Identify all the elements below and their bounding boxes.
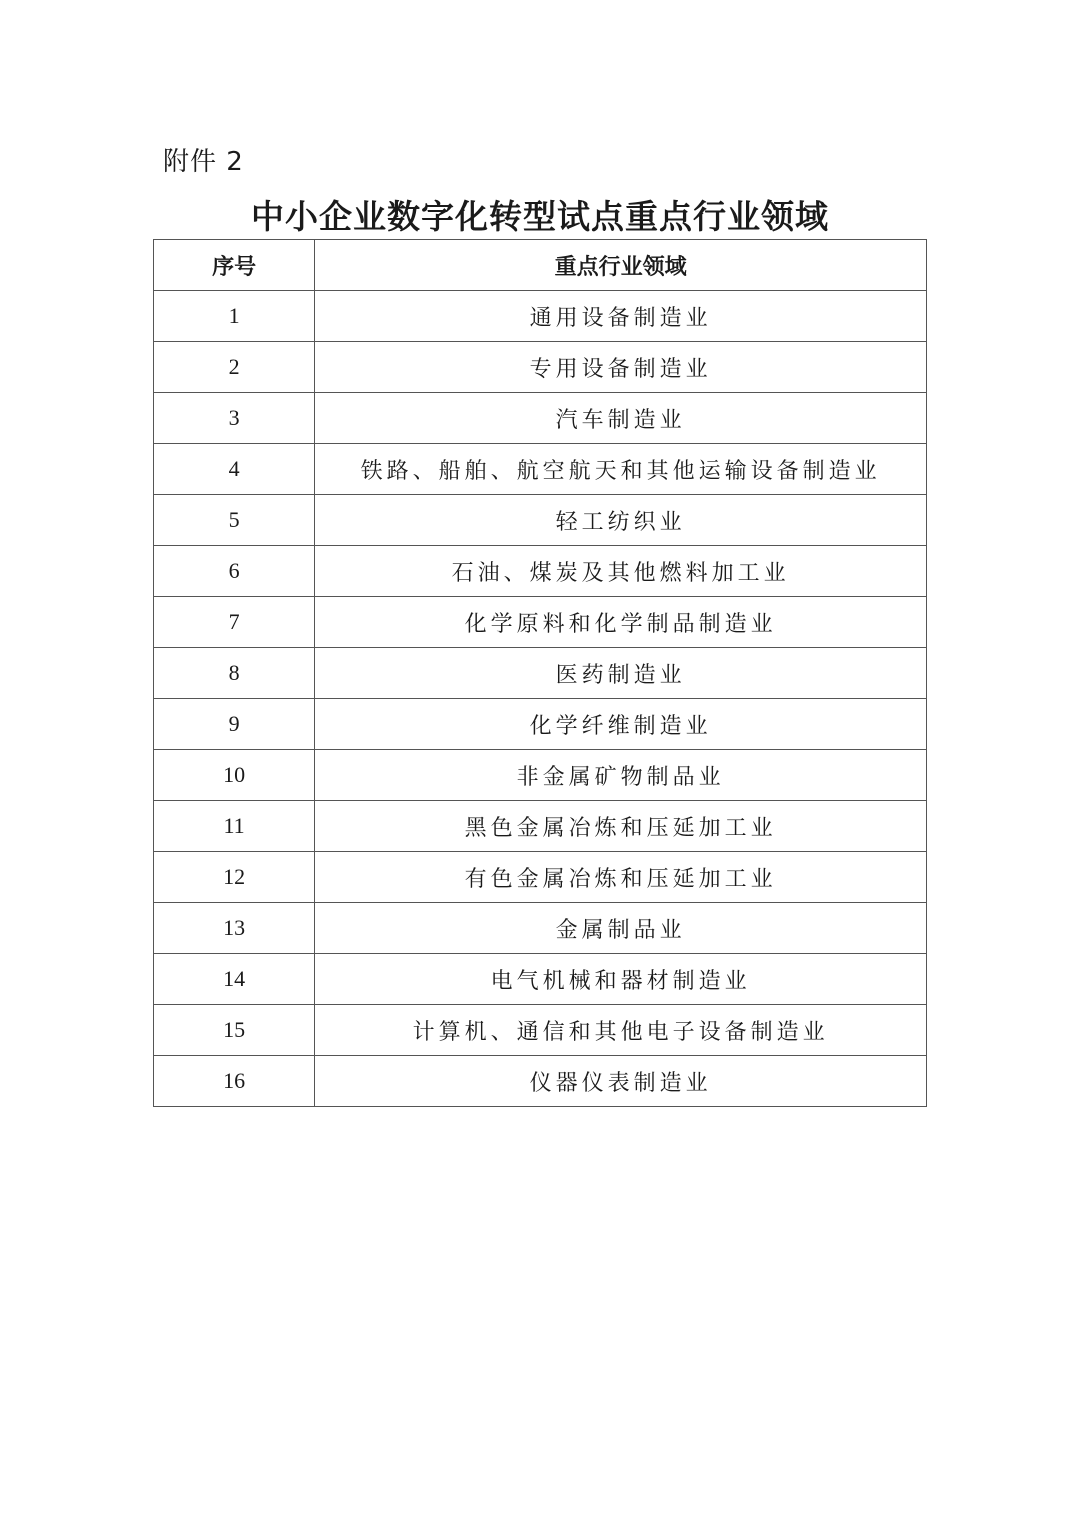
serial-number-cell: 8	[154, 648, 315, 699]
industry-field-cell: 非金属矿物制品业	[315, 750, 927, 801]
table-row	[154, 750, 927, 801]
serial-number-cell: 6	[154, 546, 315, 597]
industry-field-cell: 汽车制造业	[315, 393, 927, 444]
serial-number-cell: 15	[154, 1005, 315, 1056]
serial-number-cell: 2	[154, 342, 315, 393]
industry-field-cell: 黑色金属冶炼和压延加工业	[315, 801, 927, 852]
attachment-label: 附件 2	[163, 147, 244, 177]
table-row	[154, 903, 927, 954]
industry-field-cell: 化学原料和化学制品制造业	[315, 597, 927, 648]
serial-number-cell: 10	[154, 750, 315, 801]
table-header-row	[154, 240, 927, 291]
header-industry-field: 重点行业领域	[315, 240, 927, 291]
header-serial-number: 序号	[154, 240, 315, 291]
table-row	[154, 801, 927, 852]
table-row	[154, 546, 927, 597]
table-body	[154, 291, 927, 1107]
serial-number-cell: 1	[154, 291, 315, 342]
serial-number-cell: 3	[154, 393, 315, 444]
serial-number-cell: 5	[154, 495, 315, 546]
industry-field-cell: 通用设备制造业	[315, 291, 927, 342]
table-row	[154, 699, 927, 750]
industry-field-cell: 专用设备制造业	[315, 342, 927, 393]
industry-field-cell: 轻工纺织业	[315, 495, 927, 546]
serial-number-cell: 14	[154, 954, 315, 1005]
industry-field-cell: 计算机、通信和其他电子设备制造业	[315, 1005, 927, 1056]
table-row	[154, 291, 927, 342]
table-row	[154, 342, 927, 393]
industry-field-cell: 仪器仪表制造业	[315, 1056, 927, 1107]
table-row	[154, 954, 927, 1005]
industry-field-cell: 医药制造业	[315, 648, 927, 699]
serial-number-cell: 7	[154, 597, 315, 648]
serial-number-cell: 11	[154, 801, 315, 852]
table-row	[154, 852, 927, 903]
table-row	[154, 444, 927, 495]
table-row	[154, 1056, 927, 1107]
industry-field-cell: 有色金属冶炼和压延加工业	[315, 852, 927, 903]
table-row	[154, 393, 927, 444]
industry-field-cell: 电气机械和器材制造业	[315, 954, 927, 1005]
serial-number-cell: 9	[154, 699, 315, 750]
table-row	[154, 495, 927, 546]
document-title: 中小企业数字化转型试点重点行业领域	[251, 197, 829, 236]
industry-field-cell: 金属制品业	[315, 903, 927, 954]
table-row	[154, 597, 927, 648]
industry-field-cell: 铁路、船舶、航空航天和其他运输设备制造业	[315, 444, 927, 495]
table-row	[154, 648, 927, 699]
serial-number-cell: 13	[154, 903, 315, 954]
serial-number-cell: 16	[154, 1056, 315, 1107]
serial-number-cell: 4	[154, 444, 315, 495]
table-row	[154, 1005, 927, 1056]
serial-number-cell: 12	[154, 852, 315, 903]
industry-field-cell: 石油、煤炭及其他燃料加工业	[315, 546, 927, 597]
industry-table	[153, 239, 927, 1107]
industry-field-cell: 化学纤维制造业	[315, 699, 927, 750]
